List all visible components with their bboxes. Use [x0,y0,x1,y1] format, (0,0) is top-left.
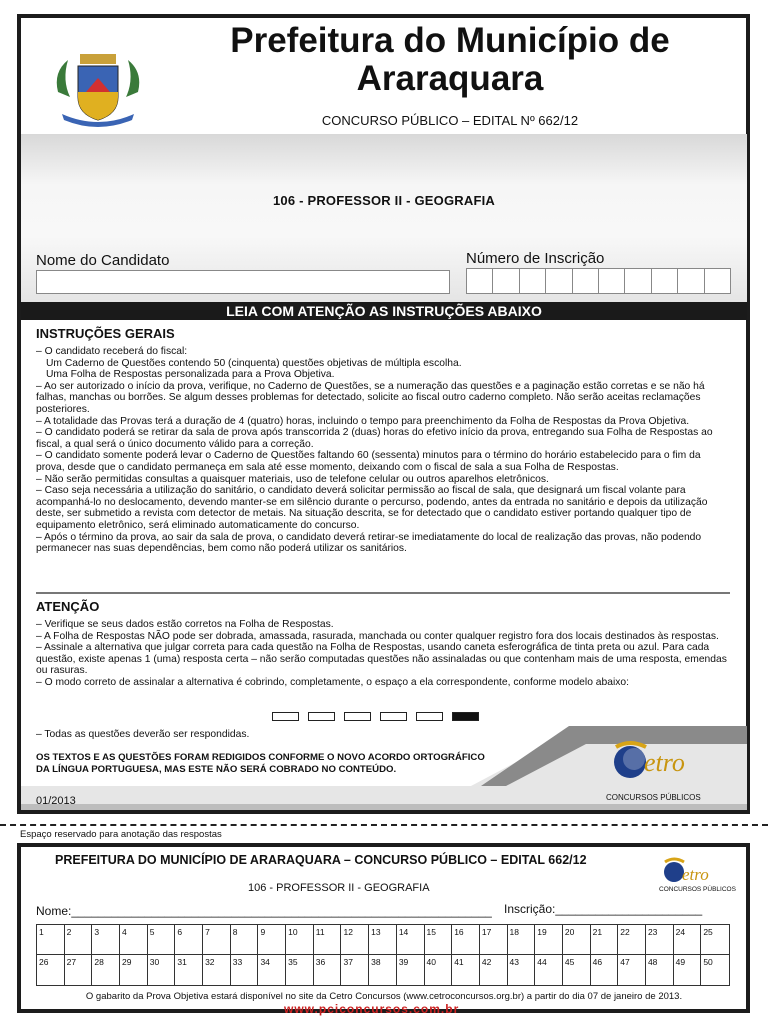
answer-cell[interactable]: 9 [258,925,286,955]
answer-cell[interactable]: 47 [618,955,646,985]
cetro-logo-icon [608,737,718,787]
attention-last-line: – Todas as questões deverão ser respondidas. [36,729,250,740]
attention-line: – Assinale a alternativa que julgar correta para cada questão na Folha de Respostas, usando caneta esferográfica de tinta preta ou azul. Para cada questão, existe apenas 1 (uma) resposta certa – não serão computadas questões não assinaladas ou que contenham mais de uma resposta, emendas ou rasuras. [36,642,727,677]
answer-cell[interactable]: 32 [203,955,231,985]
instruction-line: – Caso seja necessária a utilização do sanitário, o candidato deverá solicitar permissão ao fiscal de sala, que designará um fiscal volante para acompanhá-lo no deslocamento, devendo manter-se em silêncio durante o percurso, podendo, antes da entrada no sanitário e depois da utilização deste, ser submetido a revista com detector de metais. Na situação descrita, se for detectado que o candidato estiver portando qualquer tipo de equipamento eletrônico, será eliminado automaticamente do concurso. [36,485,708,531]
answer-cell[interactable]: 43 [508,955,536,985]
answer-cell[interactable]: 30 [148,955,176,985]
city-crest-icon [48,52,148,127]
instruction-line: – Ao ser autorizado o início da prova, verifique, no Caderno de Questões, se a numeração das questões e a paginação estão corretas e se não há falhas, manchas ou borrões. Se algum desses problemas for detectado, solicite ao fiscal outro caderno completo. Não serão aceitas reclamações posteriores. [36,380,705,415]
instruction-line: – O candidato receberá do fiscal: [36,346,188,357]
answer-cell[interactable]: 23 [646,925,674,955]
answer-bubble-empty [416,712,443,721]
answer-cell[interactable]: 4 [120,925,148,955]
answer-cell[interactable]: 19 [535,925,563,955]
svg-text:etro: etro [644,748,685,777]
answer-cell[interactable]: 8 [231,925,259,955]
cut-line [0,824,768,826]
answer-cell[interactable]: 7 [203,925,231,955]
answer-cell[interactable]: 16 [452,925,480,955]
answer-cell[interactable]: 11 [314,925,342,955]
answer-bubble-empty [308,712,335,721]
instruction-line: Uma Folha de Respostas personalizada para a Prova Objetiva. [46,369,335,381]
candidate-name-field[interactable] [36,270,450,294]
answer-cell[interactable]: 20 [563,925,591,955]
answer-cell[interactable]: 27 [65,955,93,985]
instruction-line: – O candidato poderá se retirar da sala de prova após transcorrida 2 (duas) horas do efetivo início da prova, entregando sua Folha de Respostas ao fiscal, a qual será o único documento válido para a correção. [36,427,713,450]
answer-bubble-empty [380,712,407,721]
answer-marking-example [272,712,479,721]
answer-cell[interactable]: 24 [674,925,702,955]
answer-notes-caption: Espaço reservado para anotação das respostas [20,829,222,840]
attention-line: – A Folha de Respostas NÃO pode ser dobrada, amassada, rasurada, manchada ou conter qualquer registro fora dos locais destinados às respostas. [36,630,719,642]
instruction-line: – Não serão permitidas consultas a quaisquer materiais, uso de telefone celular ou outros aparelhos eletrônicos. [36,473,549,485]
card-name-field[interactable]: Nome:_______________________________________________________________ [36,904,492,918]
answer-cell[interactable]: 12 [341,925,369,955]
answer-cell[interactable]: 10 [286,925,314,955]
answer-cell[interactable]: 2 [65,925,93,955]
answer-grid [36,924,730,986]
answer-cell[interactable]: 39 [397,955,425,985]
answer-cell[interactable]: 29 [120,955,148,985]
candidate-name-label: Nome do Candidato [36,252,170,269]
answer-cell[interactable]: 42 [480,955,508,985]
cetro-logo-subtitle: CONCURSOS PÚBLICOS [606,793,701,802]
answer-cell[interactable]: 21 [591,925,619,955]
notice-line-1: OS TEXTOS E AS QUESTÕES FORAM REDIGIDOS CONFORME O NOVO ACORDO ORTOGRÁFICO [36,752,485,763]
general-instructions-heading: INSTRUÇÕES GERAIS [36,326,175,341]
exam-cargo: 106 - PROFESSOR II - GEOGRAFIA [273,193,495,208]
answer-bubble-empty [272,712,299,721]
answer-cell[interactable]: 17 [480,925,508,955]
answer-cell[interactable]: 5 [148,925,176,955]
instruction-line: – O candidato somente poderá levar o Caderno de Questões faltando 60 (sessenta) minutos para o término do horário estabelecido para o fim da prova, desde que o candidato permaneça em sala até esse momento, deixando com o fiscal de sala a sua Folha de Respostas. [36,450,701,473]
answer-cell[interactable]: 14 [397,925,425,955]
gabarito-notice: O gabarito da Prova Objetiva estará disponível no site da Cetro Concursos (www.cetroconcursos.org.br) a partir do dia 07 de janeiro de 2013. [85,991,683,1002]
answer-cell[interactable]: 18 [508,925,536,955]
attention-heading: ATENÇÃO [36,599,100,614]
registration-number-label: Número de Inscrição [466,250,605,267]
answer-cell[interactable]: 35 [286,955,314,985]
attention-line: – O modo correto de assinalar a alternativa é cobrindo, completamente, o espaço a ela correspondente, conforme modelo abaixo: [36,676,629,688]
answer-cell[interactable]: 37 [341,955,369,985]
answer-cell[interactable]: 31 [175,955,203,985]
answer-cell[interactable]: 46 [591,955,619,985]
answer-cell[interactable]: 3 [92,925,120,955]
answer-cell[interactable]: 1 [37,925,65,955]
answer-cell[interactable]: 15 [425,925,453,955]
answer-bubble-filled [452,712,479,721]
answer-cell[interactable]: 13 [369,925,397,955]
instruction-line: Um Caderno de Questões contendo 50 (cinquenta) questões objetivas de múltipla escolha. [46,357,462,369]
card-cargo: 106 - PROFESSOR II - GEOGRAFIA [248,882,430,894]
page-title: Prefeitura do Município de Araraquara [230,21,670,98]
answer-cell[interactable]: 6 [175,925,203,955]
card-registration-field[interactable]: Inscrição:______________________ [504,902,703,916]
edital-subtitle: CONCURSO PÚBLICO – EDITAL Nº 662/12 [321,113,579,128]
watermark: www.pciconcursos.com.br [284,1002,460,1016]
answer-cell[interactable]: 45 [563,955,591,985]
orthographic-notice [36,752,485,776]
instruction-line: – Após o término da prova, ao sair da sala de prova, o candidato deverá retirar-se imediatamente do local de realização das provas, não podendo permanecer nas suas dependências, bem como não poderá utilizar os sanitários. [36,531,702,555]
registration-number-field[interactable] [466,268,731,294]
instructions-banner: LEIA COM ATENÇÃO AS INSTRUÇÕES ABAIXO [21,302,747,320]
attention-line: – Verifique se seus dados estão corretos na Folha de Respostas. [36,619,334,630]
notice-line-2: DA LÍNGUA PORTUGUESA, MAS ESTE NÃO SERÁ COBRADO NO CONTEÚDO. [36,764,397,775]
answer-cell[interactable]: 41 [452,955,480,985]
answer-cell[interactable]: 33 [231,955,259,985]
answer-cell[interactable]: 44 [535,955,563,985]
answer-cell[interactable]: 22 [618,925,646,955]
answer-bubble-empty [344,712,371,721]
attention-list [36,619,732,689]
date-code: 01/2013 [36,795,76,807]
answer-cell[interactable]: 38 [369,955,397,985]
answer-cell[interactable]: 28 [92,955,120,985]
general-instructions-list [36,346,732,555]
answer-cell[interactable]: 26 [37,955,65,985]
answer-cell[interactable]: 36 [314,955,342,985]
cetro-logo-small-subtitle: CONCURSOS PÚBLICOS [659,886,736,893]
answer-cell[interactable]: 34 [258,955,286,985]
svg-text:etro: etro [682,865,709,884]
answer-cell[interactable]: 25 [701,925,729,955]
answer-cell[interactable]: 40 [425,955,453,985]
answer-cell[interactable]: 48 [646,955,674,985]
answer-cell[interactable]: 50 [703,957,713,967]
answer-cell[interactable]: 49 [674,955,702,985]
instruction-line: – A totalidade das Provas terá a duração de 4 (quatro) horas, incluindo o tempo para preenchimento da Folha de Respostas da Prova Objetiva. [36,415,690,427]
section-divider [36,592,730,594]
card-title: PREFEITURA DO MUNICÍPIO DE ARARAQUARA – CONCURSO PÚBLICO – EDITAL 662/12 [55,853,587,867]
